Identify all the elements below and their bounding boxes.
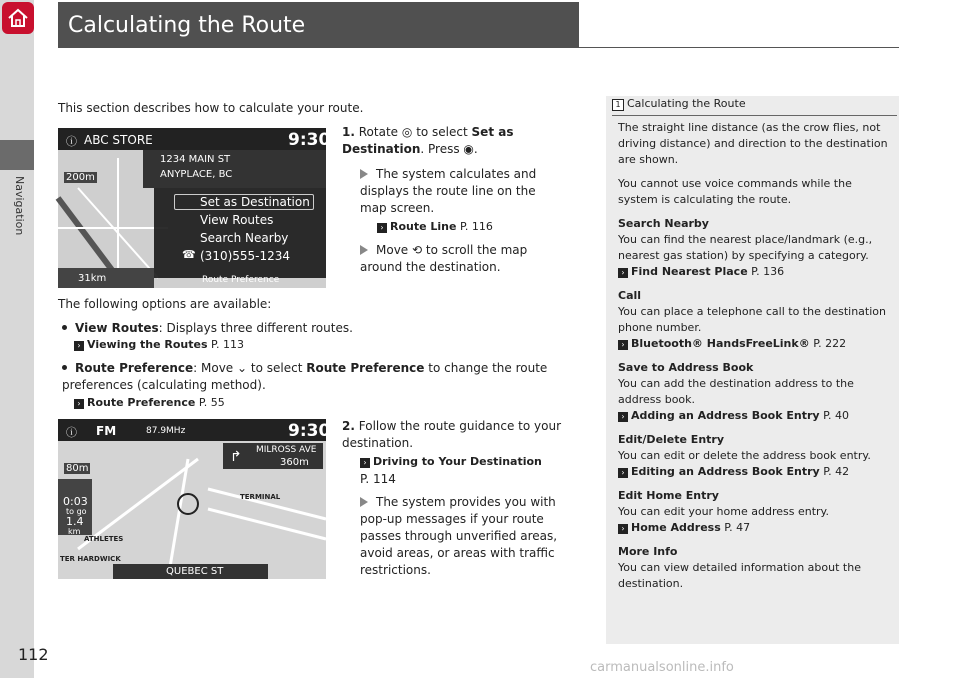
bullet-arrow-icon [360,497,368,507]
watermark: carmanualsonline.info [590,660,734,675]
options-intro: The following options are available: [58,297,272,311]
note-item: Call You can place a telephone call to the destination phone number. › Bluetooth® HandsFreeLink® P. 222 [618,288,890,352]
reference-icon: › [377,223,387,233]
info-icon: ⓘ [66,426,77,439]
radio-frequency: 87.9MHz [146,426,186,436]
reference-icon: › [618,340,628,350]
menu-search-nearby[interactable]: Search Nearby [200,231,289,245]
turn-right-icon: ↱ [230,449,242,465]
bullet-arrow-icon [360,245,368,255]
remaining-distance: 1.4 [66,515,84,528]
bullet-arrow-icon [360,169,368,179]
option-view-routes: View Routes: Displays three different routes. [62,320,592,337]
section-rail [0,0,34,678]
page-title: Calculating the Route [58,2,579,48]
map-label-athletes: ATHLETES [84,535,124,543]
reference-icon: › [74,399,84,409]
note-item: Edit/Delete Entry You can edit or delete the address book entry. › Editing an Address Book Entry P. 42 [618,432,890,480]
reference-icon: › [618,468,628,478]
ref-edit-address[interactable]: › Editing an Address Book Entry P. 42 [618,464,890,480]
map-label-hardwick: TER HARDWICK [60,555,121,563]
section-label: Navigation [13,176,26,236]
clock: 9:30 [288,130,331,150]
eta-label: to go [66,507,87,516]
reference-icon: › [618,268,628,278]
page-number: 112 [18,645,49,664]
option-route-preference: Route Preference: Move ⌄ to select Route Preference to change the route preferences (calculating method). [62,361,548,392]
note-icon: 1 [612,99,624,111]
distance-unit: km [68,527,81,536]
note-heading: 1 Calculating the Route [612,97,897,116]
ref-route-line[interactable]: › Route Line P. 116 [377,220,493,233]
reference-icon: › [618,412,628,422]
ref-route-preference[interactable]: › Route Preference P. 55 [74,396,225,409]
reference-icon: › [618,524,628,534]
address-line-1: 1234 MAIN ST [160,154,231,165]
note-item: Save to Address Book You can add the destination address to the address book. › Adding an Address Book Entry P. 40 [618,360,890,424]
home-button[interactable] [2,2,34,34]
next-street: MILROSS AVE [256,445,317,455]
current-street: QUEBEC ST [166,566,224,577]
map-label-terminal: TERMINAL [240,493,281,501]
map-screen-destination [58,128,331,288]
step-2: 2. Follow the route guidance to your destination. [342,419,562,450]
dial-scroll-icon: ⟲ [412,243,423,257]
ref-viewing-routes[interactable]: › Viewing the Routes P. 113 [74,338,244,351]
note-item: Search Nearby You can find the nearest place/landmark (e.g., nearest gas station) by specifying a category. › Find Nearest Place P. 136 [618,216,890,280]
note-item: Edit Home Entry You can edit your home address entry. › Home Address P. 47 [618,488,890,536]
eta-time: 0:03 [63,495,88,508]
section-marker [0,140,34,170]
dial-rotate-icon: ◎ [401,125,413,139]
map-scale: 200m [66,172,95,183]
ref-driving-destination[interactable]: › Driving to Your Destination [360,455,542,468]
home-icon [7,8,29,28]
reference-icon: › [74,341,84,351]
ref-driving-page[interactable]: P. 114 [360,472,396,486]
reference-icon: › [360,458,370,468]
ref-find-nearest[interactable]: › Find Nearest Place P. 136 [618,264,890,280]
step-1: 1. Rotate ◎ to select Set as Destination. Press ◉. [342,125,514,156]
clock: 9:30 [288,421,331,441]
ref-handsfreelink[interactable]: › Bluetooth® HandsFreeLink® P. 222 [618,336,890,352]
route-preference-tab[interactable]: Route Preference [202,275,280,285]
menu-set-destination[interactable]: Set as Destination [200,195,310,209]
step-1-bullet-2: Move ⟲ to scroll the map around the destination. [360,243,528,274]
place-name: ABC STORE [84,133,153,147]
title-rule [579,47,899,48]
ref-home-address[interactable]: › Home Address P. 47 [618,520,890,536]
map-screen-guidance [58,419,331,579]
map-scale: 80m [66,463,89,474]
intro-text: This section describes how to calculate your route. [58,101,364,115]
radio-band: FM [96,424,117,438]
note-body: The straight line distance (as the crow flies, not driving distance) and direction to the destination are shown. You cannot use voice commands while the system is calculating the route. Search Nearby You can find the nearest place/landmark (e.g., nearest gas station) by specifying a category. › Find Nearest Place P. 136 Call You can place a telephone call to the destination phone number. › Bluetooth® HandsFreeLink® P. 222 Save to Address Book You can add the destination address to the address book. › Adding an Address Book Entry P. 40 Edit/Delete Entry You can edit or delete the address book entry. › Editing an Address Book Entry P. 42 Edit Home Entry You can edit your home address entry. › Home Address P. 47 More Info You can view detailed information about the destination. [618,120,890,592]
step-1-bullet-1: The system calculates and displays the route line on the map screen. [360,167,537,215]
info-icon: ⓘ [66,135,77,148]
dial-down-icon: ⌄ [237,361,248,375]
ref-add-address[interactable]: › Adding an Address Book Entry P. 40 [618,408,890,424]
distance-scale: 31km [78,273,107,284]
menu-view-routes[interactable]: View Routes [200,213,274,227]
note-item: More Info You can view detailed information about the destination. [618,545,861,590]
next-distance: 360m [280,457,309,468]
dial-press-icon: ◉ [463,142,474,156]
step-2-bullet: The system provides you with pop-up messages if your route passes through unverified areas, avoid areas, or areas with traffic restrictions. [360,495,558,577]
address-line-2: ANYPLACE, BC [160,169,233,180]
phone-icon: ☎ [182,248,196,261]
menu-call[interactable]: (310)555-1234 [200,249,291,263]
